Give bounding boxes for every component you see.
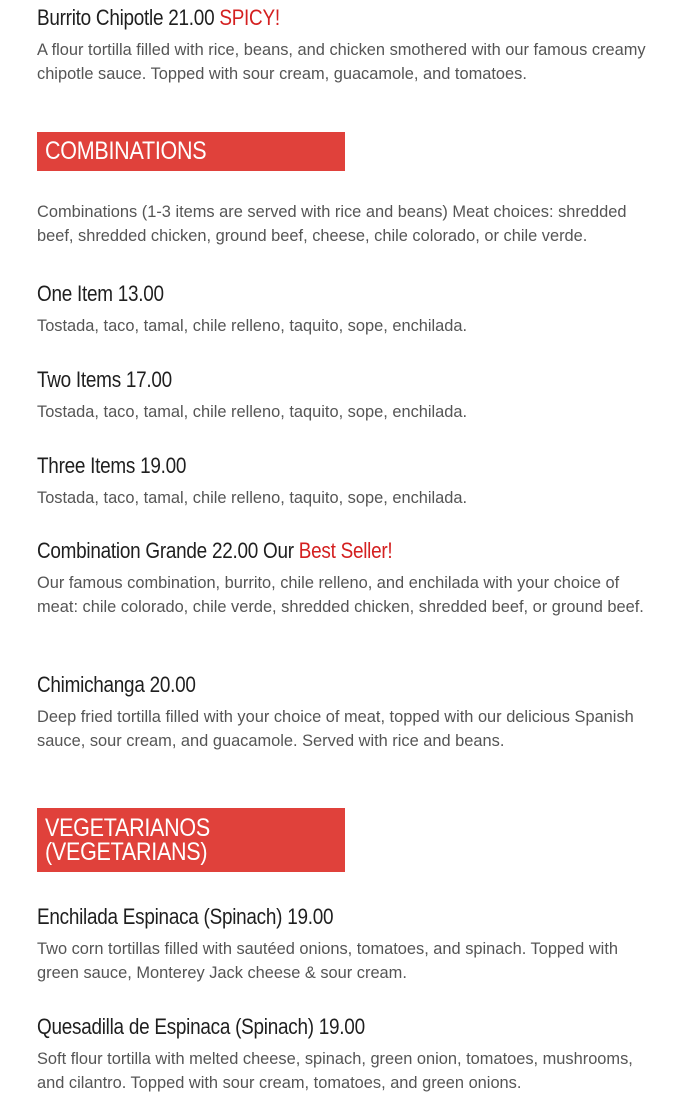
item-name: Quesadilla de Espinaca (Spinach) [37,1014,314,1039]
item-title-combination-grande [37,537,392,565]
item-prefix: Our [263,538,294,563]
item-name: Three Items [37,453,136,478]
item-price: 19.00 [140,453,187,478]
item-title-enchilada-espinaca [37,903,333,931]
item-name: Two Items [37,367,121,392]
item-description-burrito-chipotle: A flour tortilla filled with rice, beans, and chicken smothered with our famous creamy chipotle sauce. Topped with sour cream, guacamole, and tomatoes. [37,41,646,83]
item-name: Combination Grande [37,538,207,563]
item-description-enchilada-espinaca: Two corn tortillas filled with sautéed onions, tomatoes, and spinach. Topped with green sauce, Monterey Jack cheese & sour cream. [37,940,618,982]
item-description-chimichanga: Deep fried tortilla filled with your choice of meat, topped with our delicious Spanish sauce, sour cream, and guacamole. Served with rice and beans. [37,708,634,750]
section-header-line1: VEGETARIANOS [45,814,210,842]
item-title-burrito-chipotle [37,4,280,32]
item-price: 21.00 [168,5,215,30]
best-seller-tag: Best Seller! [298,538,393,563]
section-header-label: COMBINATIONS [45,137,207,165]
section-header-vegetarianos [37,808,345,872]
item-description-two-items: Tostada, taco, tamal, chile relleno, taquito, sope, enchilada. [37,403,468,421]
item-price: 20.00 [149,672,196,697]
item-description-quesadilla-espinaca: Soft flour tortilla with melted cheese, spinach, green onion, tomatoes, mushrooms, and cilantro. Topped with sour cream, tomatoes, and green onions. [37,1050,633,1092]
item-title-three-items [37,452,186,480]
item-description-three-items: Tostada, taco, tamal, chile relleno, taquito, sope, enchilada. [37,489,468,507]
section-header-combinations [37,132,345,171]
combinations-intro: Combinations (1-3 items are served with rice and beans) Meat choices: shredded beef, shredded chicken, ground beef, cheese, chile colorado, or chile verde. [37,203,627,245]
item-price: 19.00 [318,1014,365,1039]
item-price: 22.00 [211,538,259,563]
item-price: 13.00 [117,281,164,306]
item-name: One Item [37,281,113,306]
item-name: Chimichanga [37,672,145,697]
spicy-tag: SPICY! [219,5,280,30]
item-price: 19.00 [287,904,334,929]
item-description-one-item: Tostada, taco, tamal, chile relleno, taquito, sope, enchilada. [37,317,468,335]
section-header-line2: (VEGETARIANS) [45,838,208,866]
item-title-two-items [37,366,172,394]
item-name: Burrito Chipotle [37,5,164,30]
item-title-one-item [37,280,164,308]
item-name: Enchilada Espinaca (Spinach) [37,904,283,929]
item-price: 17.00 [125,367,172,392]
item-description-combination-grande: Our famous combination, burrito, chile relleno, and enchilada with your choice of meat: chile colorado, chile verde, shredded chicken, shredded beef, or ground beef. [37,574,644,616]
item-title-quesadilla-espinaca [37,1013,365,1041]
item-title-chimichanga [37,671,196,699]
